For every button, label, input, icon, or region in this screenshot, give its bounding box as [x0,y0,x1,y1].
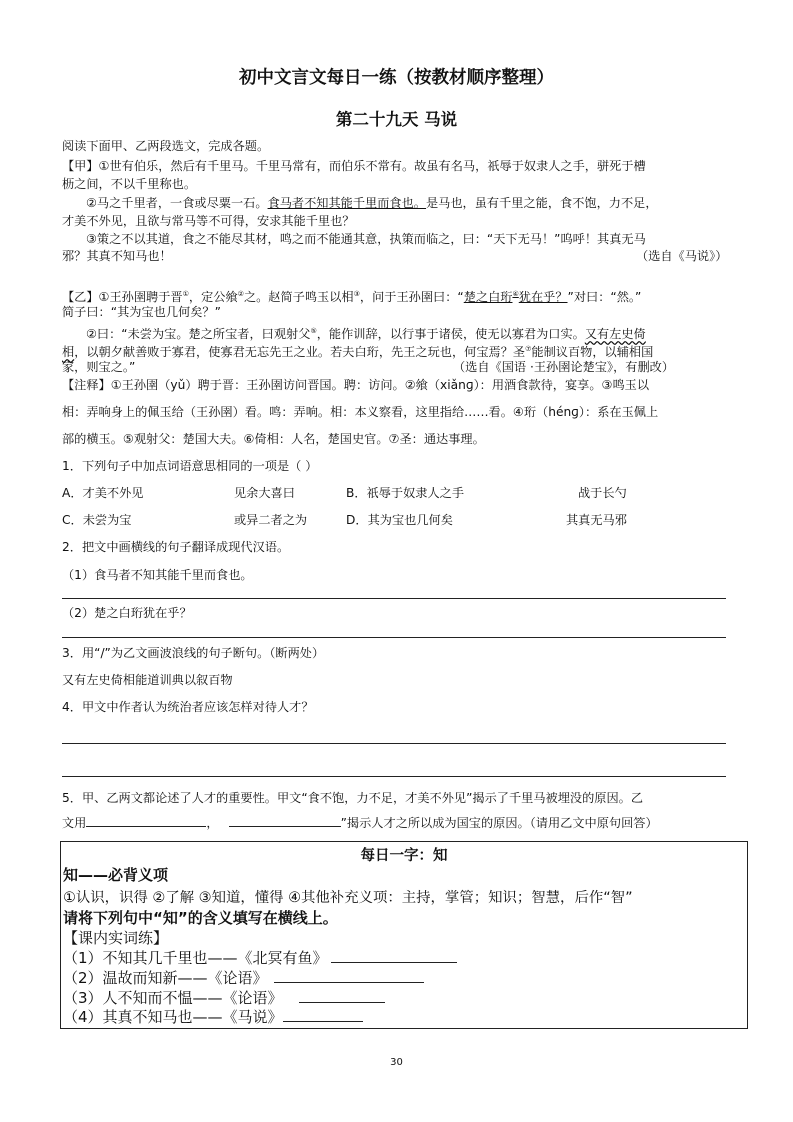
answer-blank[interactable] [331,947,457,963]
translation-sentence-1: 食马者不知其能千里而食也。 [267,196,426,210]
lesson-title: 第二十九天 马说 [335,110,458,129]
daily-word-heading: 知——必背义项 [63,866,169,884]
q5-text: 文用 [62,816,87,830]
notes-line: 【注释】①王孙圉（yǔ）聘于晋：王孙圉访问晋国。聘：访问。②飨（xiǎnɡ）：用酒食款待，宴享。③鸣玉以 [62,378,650,392]
page-title: 初中文言文每日一练（按教材顺序整理） [239,68,554,88]
question-5-line2 [62,813,658,833]
jia-source: （选自《马说》） [636,249,728,263]
yi-text: 能制议百物，以辅相国 [531,345,654,360]
question-2: 2．把文中画横线的句子翻译成现代汉语。 [62,540,290,554]
option-d-pair: 其真无马邪 [566,513,627,527]
yi-text: 之。赵简子鸣玉以相 [243,290,354,305]
yi-text: ，能作训辞，以行事于诸侯，使无以寡君为口实。 [316,327,585,342]
yi-text: ”对曰：“然。” [567,290,642,305]
answer-blank[interactable] [283,1006,363,1022]
intro-text: 阅读下面甲、乙两段选文，完成各题。 [62,139,270,153]
practice-label: 【课内实词练】 [63,929,169,947]
practice-item [63,987,385,1008]
wavy-sentence: 相 [62,345,75,360]
option-c: C．未尝为宝 [62,513,132,527]
practice-item-text: （4）其真不知马也——《马说》 [63,1008,283,1026]
q5-text: ， [206,816,219,830]
footnote-marker: ① [182,290,189,298]
wavy-sentence: 又有左史倚 [584,327,646,342]
practice-item-text: （1）不知其几千里也——《北冥有鱼》 [63,949,328,967]
translation-sentence-2: 犹在乎？ [518,290,568,305]
practice-item-text: （3）人不知而不愠——《论语》 [63,989,283,1007]
question-2-1: （1）食马者不知其能千里而食也。 [62,568,253,582]
answer-line[interactable] [62,598,726,599]
page-number: 30 [390,1057,403,1068]
practice-item [63,947,457,968]
question-2-2: （2）楚之白珩犹在乎？ [62,606,192,620]
yi-text: ，定公飨 [188,290,238,305]
jia-line: 邪？其真不知马也！ [62,249,172,263]
option-b-pair: 战于长勺 [578,486,627,500]
option-a-pair: 见余大喜曰 [234,486,295,500]
answer-blank[interactable] [274,967,424,983]
q5-text: ”揭示人才之所以成为国宝的原因。（请用乙文中原句回答） [340,816,658,830]
yi-text: 【乙】①王孙圉聘于晋 [62,290,183,305]
option-c-pair: 或异二者之为 [234,513,308,527]
yi-line: 简子曰：“其为宝也几何矣？” [62,305,221,319]
footnote-marker: ③ [353,290,360,298]
daily-word-meanings: ①认识，识得 ②了解 ③知道，懂得 ④其他补充义项：主持，掌管；知识；智慧，后作“智” [63,890,633,906]
question-4: 4．甲文中作者认为统治者应该怎样对待人才？ [62,700,314,714]
footnote-marker: ⑤ [310,327,317,335]
yi-line: 家，则宝之。” [62,360,136,374]
jia-line [86,193,658,213]
question-1: 1．下列句子中加点词语意思相同的一项是（ ） [62,459,318,473]
practice-item [63,967,424,988]
notes-line: 部的横玉。⑤观射父：楚国大夫。⑥倚相：人名，楚国史官。⑦圣：通达事理。 [62,432,485,446]
answer-blank[interactable] [229,813,341,827]
yi-text: ，以朝夕献善败于寡君，使寡君无忘先王之业。若夫白珩，先王之玩也，何宝焉？圣 [74,345,526,360]
option-a: A．才美不外见 [62,486,144,500]
jia-text: 是马也，虽有千里之能，食不饱，力不足， [426,196,658,210]
practice-item [63,1006,363,1027]
answer-line[interactable] [62,637,726,638]
question-3-text: 又有左史倚相能道训典以叙百物 [62,673,233,687]
footnote-marker: ④ [512,290,519,298]
practice-item-text: （2）温故而知新——《论语》 [63,969,268,987]
option-b: B．祇辱于奴隶人之手 [346,486,465,500]
jia-text: ②马之千里者，一食或尽粟一石。 [86,196,268,210]
jia-line: 枥之间，不以千里称也。 [62,177,197,191]
translation-sentence-2: 楚之白珩 [463,290,513,305]
answer-line[interactable] [62,743,726,744]
notes-line: 相：弄响身上的佩玉给（王孙圉）看。鸣：弄响。相：本义察看，这里指给……看。④珩（hénɡ）：系在玉佩上 [62,405,659,419]
footnote-marker: ⑦ [525,345,532,353]
jia-line: 【甲】①世有伯乐，然后有千里马。千里马常有，而伯乐不常有。故虽有名马，祇辱于奴隶人之手，骈死于槽 [62,159,646,173]
daily-word-box [60,841,748,1029]
footnote-marker: ② [237,290,244,298]
answer-blank[interactable] [86,813,206,827]
jia-line: 才美不外见，且欲与常马等不可得，安求其能千里也？ [62,214,355,228]
yi-source: （选自《国语 ·王孙圉论楚宝》，有删改） [453,360,675,374]
daily-word-instruction: 请将下列句中“知”的含义填写在横线上。 [63,909,338,927]
question-5: 5．甲、乙两文都论述了人才的重要性。甲文“食不饱，力不足，才美不外见”揭示了千里马被埋没的原因。乙 [62,791,644,805]
question-3: 3．用“/”为乙文画波浪线的句子断句。（断两处） [62,646,325,660]
answer-blank[interactable] [299,987,385,1003]
yi-text: ，问于王孙圉曰：“ [359,290,464,305]
daily-word-title: 每日一字：知 [360,847,448,864]
option-d: D．其为宝也几何矣 [346,513,453,527]
jia-line: ③策之不以其道，食之不能尽其材，鸣之而不能通其意，执策而临之，曰：“天下无马！”呜呼！其真无马 [86,232,646,246]
answer-line[interactable] [62,776,726,777]
yi-text: ②曰：“未尝为宝。楚之所宝者，曰观射父 [86,327,311,342]
